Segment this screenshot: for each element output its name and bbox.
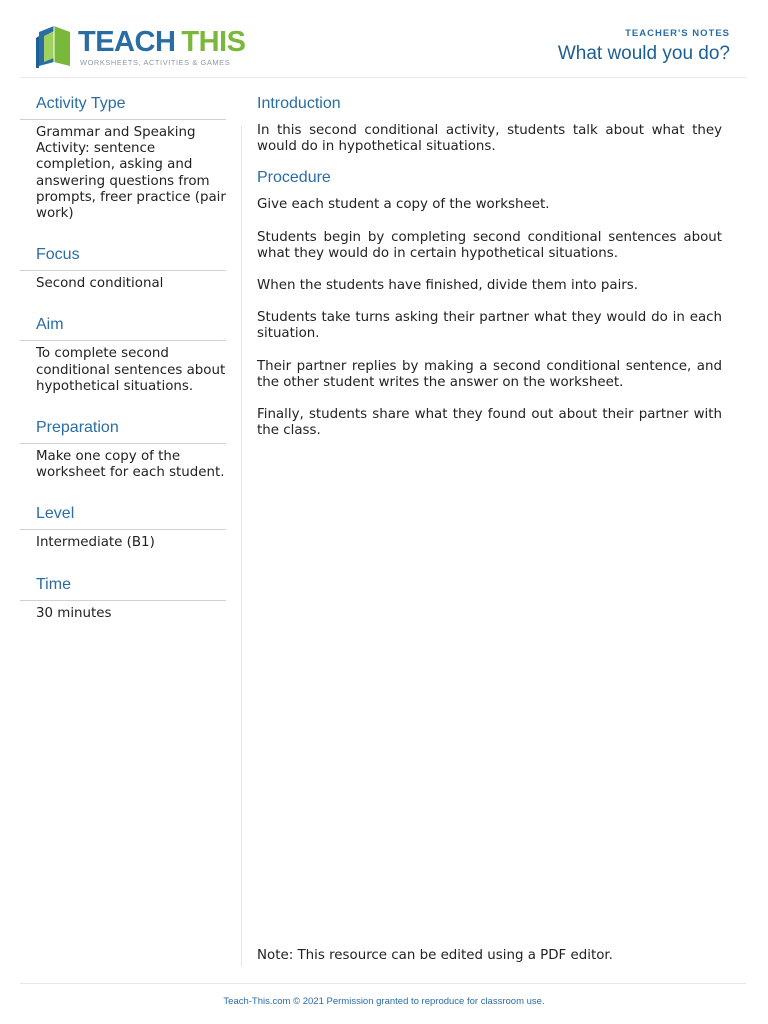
teach-this-logo[interactable] bbox=[36, 24, 246, 70]
section-body: Second conditional bbox=[36, 276, 164, 292]
logo-title-this: THIS bbox=[181, 26, 246, 58]
sidebar-section-activity-type bbox=[20, 93, 226, 222]
book-icon bbox=[36, 24, 76, 68]
section-heading: Focus bbox=[20, 244, 226, 271]
procedure-step: When the students have finished, divide them into pairs. bbox=[257, 278, 639, 294]
introduction-text: In this second conditional activity, students talk about what they would do in hypothetical situations. bbox=[257, 123, 722, 155]
section-body: 30 minutes bbox=[36, 605, 112, 621]
sidebar-section-time bbox=[20, 574, 226, 622]
sidebar bbox=[20, 93, 226, 644]
section-body: To complete second conditional sentences about hypothetical situations. bbox=[36, 346, 226, 394]
section-body: Make one copy of the worksheet for each student. bbox=[36, 449, 225, 481]
section-heading: Aim bbox=[20, 314, 226, 341]
footer-copyright[interactable]: Teach-This.com © 2021 Permission granted to reproduce for classroom use. bbox=[223, 996, 545, 1007]
sidebar-section-preparation bbox=[20, 417, 226, 481]
procedure-step: Their partner replies by making a second conditional sentence, and the other student writes the answer on the worksheet. bbox=[257, 358, 722, 390]
section-body: Grammar and Speaking Activity: sentence completion, asking and answering questions from prompts, freer practice (pair work) bbox=[36, 125, 226, 222]
procedure-step: Give each student a copy of the worksheet. bbox=[257, 197, 550, 213]
procedure-step: Students begin by completing second conditional sentences about what they would do in certain hypothetical situations. bbox=[257, 229, 722, 261]
procedure-heading: Procedure bbox=[257, 169, 331, 187]
section-heading: Preparation bbox=[20, 417, 226, 444]
page-title: What would you do? bbox=[557, 43, 730, 64]
column-divider bbox=[241, 126, 242, 966]
logo-title-teach: TEACH bbox=[78, 26, 176, 58]
logo-title bbox=[78, 26, 245, 58]
section-heading: Level bbox=[20, 503, 226, 530]
sidebar-section-level bbox=[20, 503, 226, 551]
section-heading: Time bbox=[20, 574, 226, 601]
section-body: Intermediate (B1) bbox=[36, 535, 155, 551]
introduction-heading: Introduction bbox=[257, 95, 341, 112]
footer-divider bbox=[20, 983, 746, 984]
pdf-editor-note: Note: This resource can be edited using a PDF editor. bbox=[257, 948, 613, 963]
sidebar-section-aim bbox=[20, 314, 226, 395]
sidebar-section-focus bbox=[20, 244, 226, 292]
teachers-notes-label: TEACHER'S NOTES bbox=[625, 28, 730, 39]
page-header bbox=[20, 0, 746, 78]
main-content bbox=[257, 93, 722, 455]
procedure-step: Students take turns asking their partner what they would do in each situation. bbox=[257, 310, 722, 342]
procedure-step: Finally, students share what they found out about their partner with the class. bbox=[257, 407, 722, 439]
logo-tagline: WORKSHEETS, ACTIVITIES & GAMES bbox=[80, 58, 231, 67]
section-heading: Activity Type bbox=[20, 93, 226, 120]
